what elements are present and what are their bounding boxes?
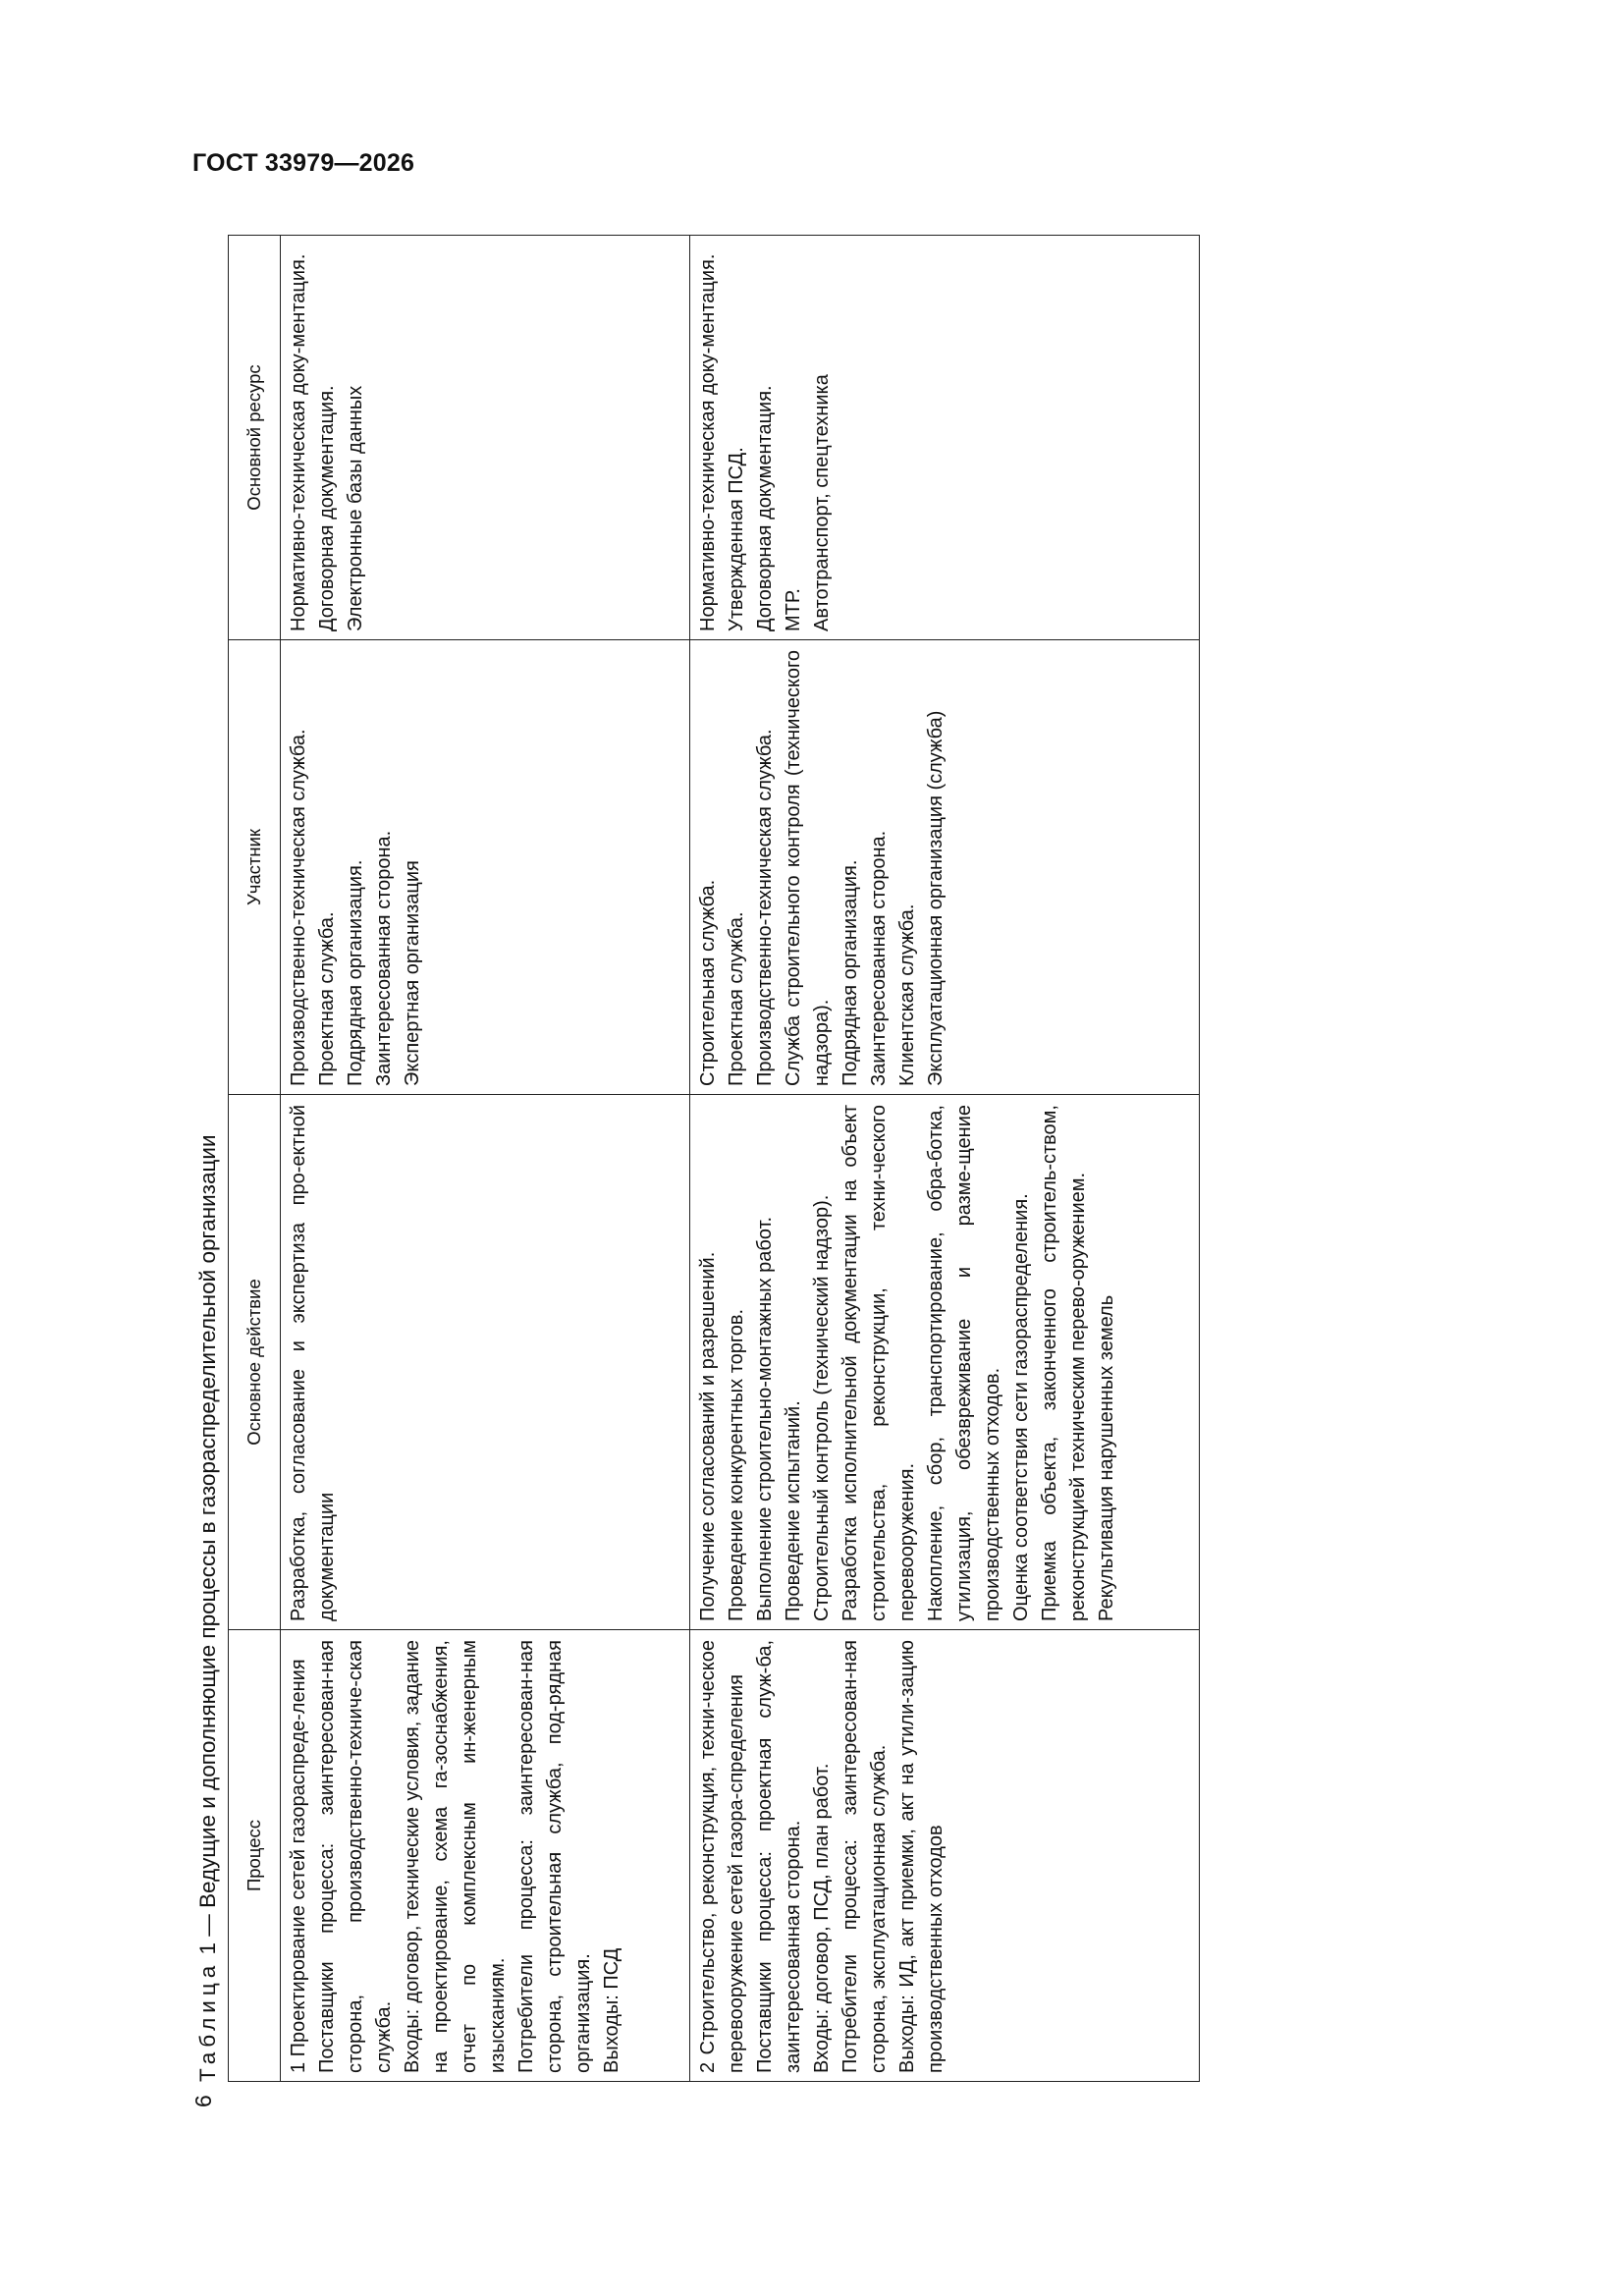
cell-line: Оценка соответствия сети газораспределения. [1010, 1193, 1032, 1621]
cell-line: Договорная документация. [754, 385, 776, 631]
cell-line: Подрядная организация. [839, 859, 861, 1086]
cell-line: Поставщики процесса: заинтересован-ная сторона, производственно-техниче-ская служба. [316, 1640, 395, 2073]
cell-line: Потребители процесса: заинтересован-ная сторона, строительная служба, под-рядная организация. [515, 1640, 594, 2073]
cell-line: Разработка исполнительной документации на объект строительства, реконструкции, техни-ческого перевооружения. [839, 1105, 918, 1621]
cell-line: 2 Строительство, реконструкция, техни-ческое перевооружение сетей газора-спределения [697, 1640, 747, 2073]
cell-line: Разработка, согласование и экспертиза про-ектной документации [288, 1105, 338, 1621]
cell-line: Утвержденная ПСД. [726, 447, 747, 631]
cell-line: Заинтересованная сторона. [373, 830, 395, 1086]
document-code: ГОСТ 33979—2026 [192, 149, 415, 177]
rotated-table-block [190, 236, 1202, 2082]
column-header-action: Основное действие [229, 1095, 281, 1630]
cell-line: Проектная служба. [316, 911, 338, 1086]
column-header-participant: Участник [229, 640, 281, 1095]
cell-action [281, 1095, 690, 1630]
cell-line: Производственно-техническая служба. [754, 729, 776, 1086]
table-header-row [229, 236, 281, 2082]
cell-line: Нормативно-техническая доку-ментация. [697, 253, 719, 631]
column-header-process: Процесс [229, 1630, 281, 2082]
cell-resource [690, 236, 1200, 640]
cell-line: Подрядная организация. [345, 859, 366, 1086]
table-caption-text: 1 — Ведущие и дополняющие процессы в газораспределительной организации [195, 1134, 220, 1955]
table-caption [190, 1134, 226, 2082]
cell-participant [281, 640, 690, 1095]
cell-resource [281, 236, 690, 640]
table-caption-label: Таблица [195, 1960, 220, 2082]
cell-line: Поставщики процесса: проектная служ-ба, заинтересованная сторона. [754, 1640, 804, 2073]
cell-line: Проведение испытаний. [783, 1400, 804, 1621]
cell-line: Выходы: ПСД [601, 1947, 622, 2073]
cell-process [690, 1630, 1200, 2082]
cell-line: Входы: договор, технические условия, задание на проектирование, схема га-зоснабжения, отчет по комплексным ин-женерным изысканиям. [402, 1640, 509, 2073]
cell-line: Накопление, сбор, транспортирование, обра-ботка, утилизация, обезвреживание и разме-щение производственных отходов. [925, 1105, 1003, 1621]
cell-line: Потребители процесса: заинтересован-ная сторона, эксплуатационная служба. [839, 1640, 890, 2073]
cell-participant [690, 640, 1200, 1095]
table-row [281, 236, 690, 2082]
cell-line: Экспертная организация [402, 860, 423, 1086]
cell-process [281, 1630, 690, 2082]
cell-line: Эксплуатационная организация (служба) [925, 710, 947, 1086]
page-number: 6 [190, 2095, 216, 2107]
cell-line: Клиентская служба. [896, 903, 918, 1086]
cell-line: Проектная служба. [726, 911, 747, 1086]
cell-action [690, 1095, 1200, 1630]
cell-line: Выходы: ИД, акт приемки, акт на утили-зацию производственных отходов [896, 1640, 947, 2073]
cell-line: Нормативно-техническая доку-ментация. [288, 253, 309, 631]
cell-line: Входы: договор, ПСД, план работ. [811, 1763, 833, 2073]
cell-line: Получение согласований и разрешений. [697, 1251, 719, 1621]
cell-line: МТР. [783, 588, 804, 631]
column-header-resource: Основной ресурс [229, 236, 281, 640]
cell-line: Служба строительного контроля (технического надзора). [783, 650, 833, 1086]
cell-line: Приемка объекта, законченного строитель-ством, реконструкцией техническим перево-оружением. [1039, 1105, 1089, 1621]
cell-line: Проведение конкурентных торгов. [726, 1308, 747, 1621]
processes-table [228, 235, 1200, 2082]
cell-line: Договорная документация. [316, 385, 338, 631]
cell-line: Выполнение строительно-монтажных работ. [754, 1216, 776, 1621]
cell-line: Электронные базы данных [345, 385, 366, 631]
cell-line: Строительная служба. [697, 879, 719, 1086]
cell-line: Заинтересованная сторона. [868, 830, 890, 1086]
cell-line: Рекультивация нарушенных земель [1096, 1294, 1117, 1621]
cell-line: 1 Проектирование сетей газораспреде-ления [288, 1659, 309, 2073]
table-row [690, 236, 1200, 2082]
cell-line: Строительный контроль (технический надзор). [811, 1194, 833, 1621]
cell-line: Автотранспорт, спецтехника [811, 374, 833, 631]
cell-line: Производственно-техническая служба. [288, 729, 309, 1086]
